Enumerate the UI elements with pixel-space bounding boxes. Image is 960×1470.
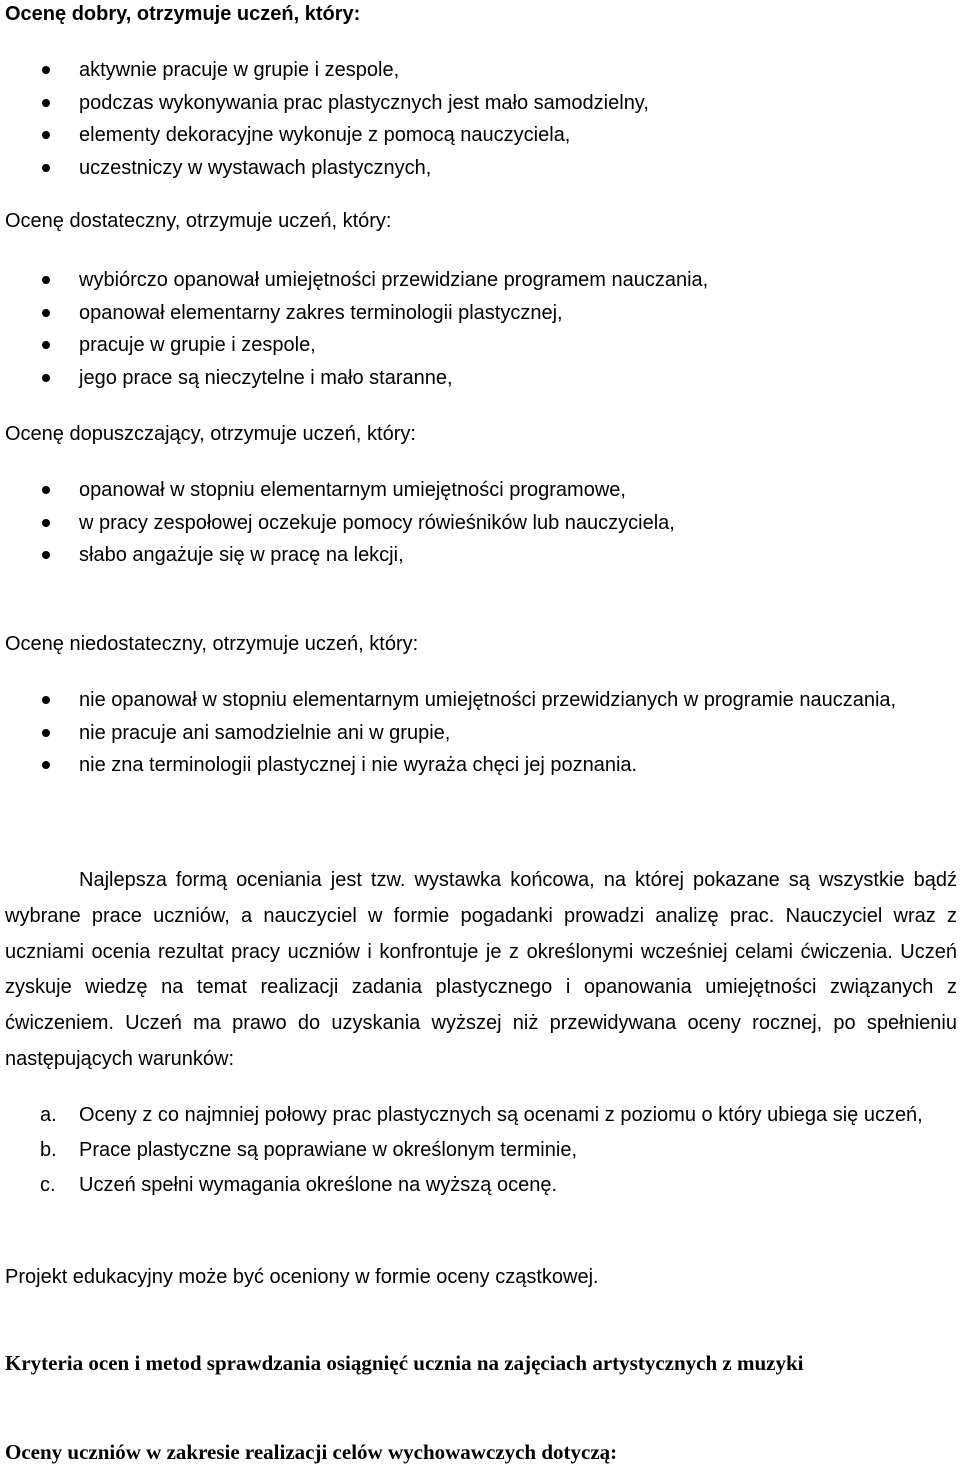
bullet-icon [42,66,50,74]
list-item: nie opanował w stopniu elementarnym umiejętności przewidzianych w programie nauczania, [0,684,960,717]
list-item: pracuje w grupie i zespole, [0,329,960,362]
bullet-icon [42,164,50,172]
bullet-icon [42,374,50,382]
list-item: w pracy zespołowej oczekuje pomocy rówieśników lub nauczyciela, [0,507,960,540]
list-item: c. Uczeń spełni wymagania określone na wyższą ocenę. [0,1168,960,1203]
bullet-icon [42,729,50,737]
criteria-list-niedostateczny [0,684,960,782]
list-marker: b. [40,1139,57,1161]
list-item: opanował elementarny zakres terminologii plastycznej, [0,297,960,330]
section-heading-dostateczny: Ocenę dostateczny, otrzymuje uczeń, który: [5,210,392,232]
bullet-icon [42,486,50,494]
bullet-icon [42,309,50,317]
list-item: opanował w stopniu elementarnym umiejętności programowe, [0,474,960,507]
summary-paragraph-text: Najlepsza formą oceniania jest tzw. wystawka końcowa, na której pokazane są wszystkie bądź wybrane prace uczniów, a nauczyciel w formie pogadanki prowadzi analizę prac. Nauczyciel wraz z uczniami ocenia rezultat pracy uczniów i konfrontuje je z określonymi wcześniej celami ćwiczenia. Uczeń zyskuje wiedzę na temat realizacji zadania plastycznego i opanowania umiejętności związanych z ćwiczeniem. Uczeń ma prawo do uzyskania wyższej niż przewidywana oceny rocznej, po spełnieniu następujących warunków: [5,869,957,1070]
project-note: Projekt edukacyjny może być oceniony w formie oceny cząstkowej. [5,1266,599,1288]
music-criteria-title: Kryteria ocen i metod sprawdzania osiągnięć ucznia na zajęciach artystycznych z muzyki [5,1351,804,1375]
list-item: słabo angażuje się w pracę na lekcji, [0,539,960,572]
list-item: podczas wykonywania prac plastycznych jest mało samodzielny, [0,87,960,120]
bullet-icon [42,276,50,284]
list-item: b. Prace plastyczne są poprawiane w określonym terminie, [0,1133,960,1168]
section-heading-dobry: Ocenę dobry, otrzymuje uczeń, który: [5,3,361,25]
bullet-icon [42,99,50,107]
criteria-list-dostateczny [0,264,960,394]
list-item: nie pracuje ani samodzielnie ani w grupie, [0,717,960,750]
list-marker: c. [40,1174,56,1196]
bullet-icon [42,519,50,527]
bullet-icon [42,696,50,704]
list-item: wybiórczo opanował umiejętności przewidziane programem nauczania, [0,264,960,297]
bullet-icon [42,761,50,769]
conditions-list [0,1098,960,1203]
list-item: aktywnie pracuje w grupie i zespole, [0,54,960,87]
bullet-icon [42,341,50,349]
list-item: nie zna terminologii plastycznej i nie wyraża chęci jej poznania. [0,749,960,782]
section-heading-dopuszczajacy: Ocenę dopuszczający, otrzymuje uczeń, który: [5,423,416,445]
music-criteria-subtitle: Oceny uczniów w zakresie realizacji celów wychowawczych dotyczą: [5,1440,618,1464]
bullet-icon [42,551,50,559]
list-item: a. Oceny z co najmniej połowy prac plastycznych są ocenami z poziomu o który ubiega się uczeń, [0,1098,960,1133]
list-marker: a. [40,1104,57,1126]
criteria-list-dobry [0,54,960,184]
list-item: uczestniczy w wystawach plastycznych, [0,152,960,185]
bullet-icon [42,131,50,139]
summary-paragraph [5,863,957,1078]
section-heading-niedostateczny: Ocenę niedostateczny, otrzymuje uczeń, który: [5,633,419,655]
list-item: jego prace są nieczytelne i mało staranne, [0,362,960,395]
criteria-list-dopuszczajacy [0,474,960,572]
list-item: elementy dekoracyjne wykonuje z pomocą nauczyciela, [0,119,960,152]
